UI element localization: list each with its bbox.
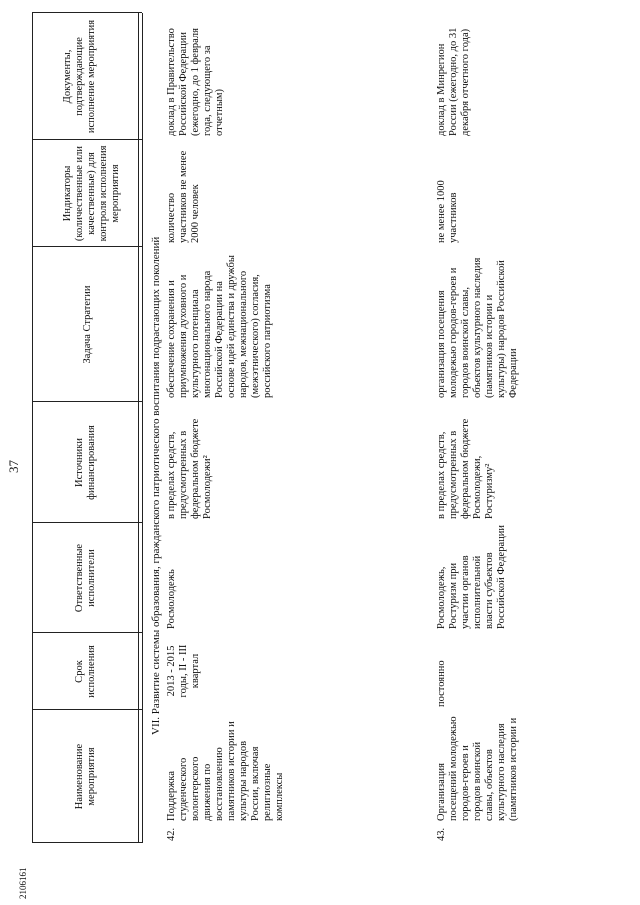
col-border-4 [32,401,142,402]
col-border-7 [32,12,142,13]
row-42-name: Поддержка студенческого волонтерского движения по восстановлению памятников истории и культуры народов России, включая религиозные комплексы [166,721,285,821]
row-42-indicator: количество участников не менее 2000 человек [166,150,201,243]
section-title: VII. Развитие системы образования, гражданского патриотического воспитания подрастающих поколений [150,236,162,735]
header-documents: Документы, подтверждающие исполнение мероприятия [62,19,97,134]
header-task: Задача Стратегии [82,285,93,364]
row-43-task: организация посещения молодежью городов-героев и городов воинской славы, объектов культурного наследия (памятников истории и культуры) народов Российской Федерации [436,257,519,398]
page-number: 37 [6,460,21,473]
row-43-documents: доклад в Минрегион России (ежегодно, до 31 декабря отчетного года) [436,27,471,136]
header-name: Наименование мероприятия [74,743,97,810]
row-43-number: 43. [436,827,447,841]
row-42-number: 42. [166,827,177,841]
header-double-border [142,13,143,843]
header-term: Срок исполнения [74,645,97,698]
row-42-executors: Росмолодежь [166,569,177,629]
col-border-3 [32,522,142,523]
col-border-0 [32,842,142,843]
header-executors: Ответственные исполнители [74,543,97,613]
row-42-funding: в пределах средств, предусмотренных в федеральном бюджете Росмолодежи² [166,418,213,519]
header-bottom-border [138,13,139,843]
header-funding: Источники финансирования [74,425,97,500]
row-43-indicator: не менее 1000 участников [436,180,459,243]
table-top-border [32,13,33,843]
row-43-name: Организация посещений молодежью городов-героев и городов воинской славы, объектов культурного наследия (памятников истории и [436,716,519,821]
col-border-1 [32,709,142,710]
col-border-5 [32,246,142,247]
row-42-documents: доклад в Правительство Российской Федерации (ежегодно, до 1 февраля года, следующего за отчетным) [166,28,225,136]
header-indicators: Индикаторы (количественные или качественные) для контроля исполнения мероприятия [62,145,121,242]
row-42-term: 2013 - 2015 годы, II - III квартал [166,644,201,698]
row-43-term: постоянно [436,660,447,707]
col-border-2 [32,632,142,633]
col-border-6 [32,139,142,140]
row-42-task: обеспечение сохранения и приумножения духовного и культурного потенциала многонационального народа Российской Федерации на основе идей единства и дружбы народов, межнационального (межэтнического) согласия, российского патриотизма [166,255,273,398]
row-43-funding: в пределах средств, предусмотренных в федеральном бюджете Росмолодежи, Ростуризму² [436,418,495,519]
row-43-executors: Росмолодежь, Ростуризм при участии органов исполнительной власти субъектов Российской Федерации [436,525,507,629]
footer-code: 2106161 [18,867,28,899]
